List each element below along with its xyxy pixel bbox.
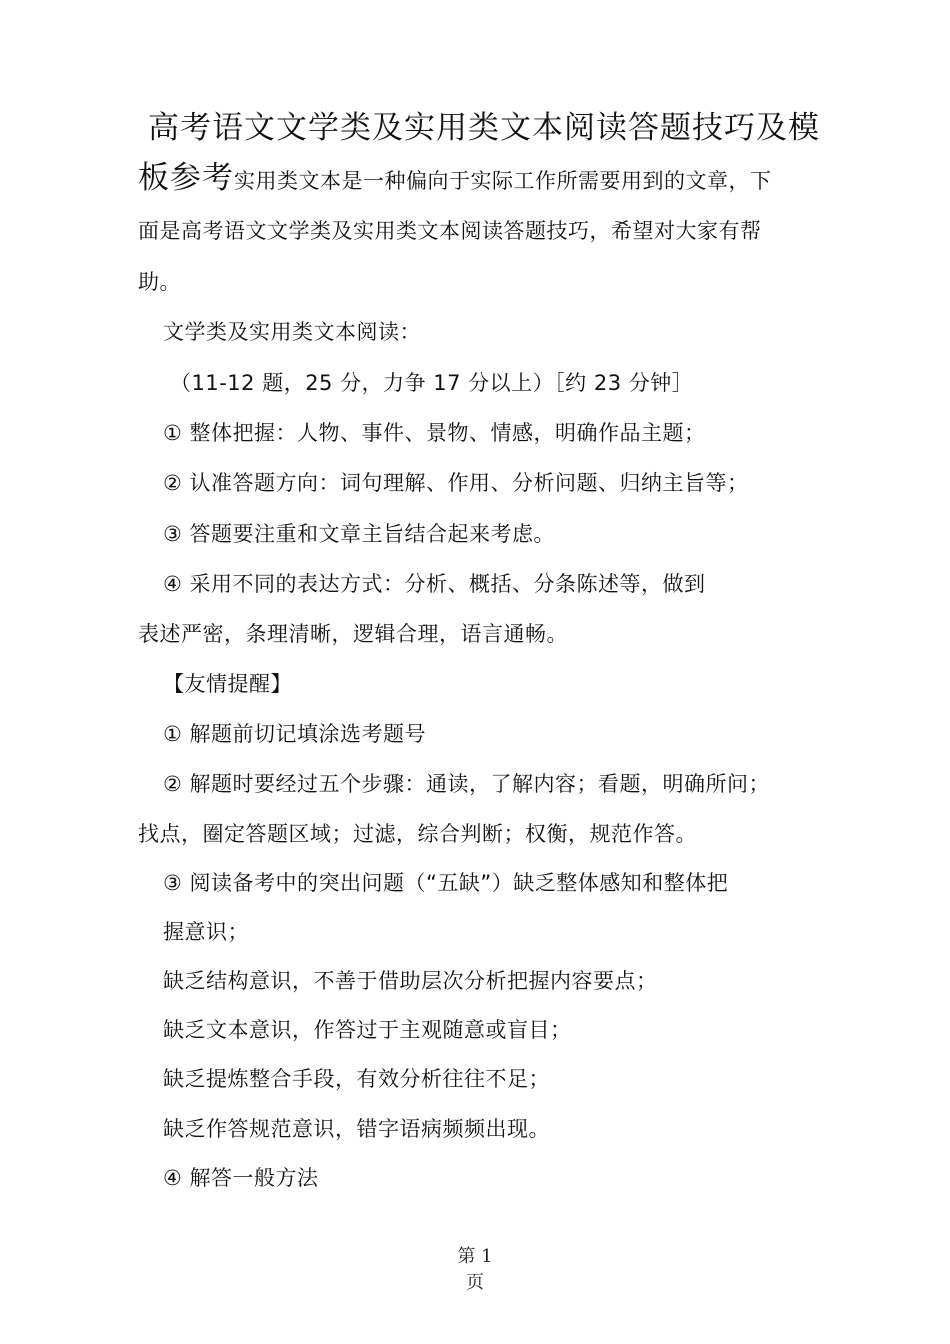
- lack-item: 缺乏提炼整合手段，有效分析往往不足；: [163, 1067, 550, 1091]
- tip-4: ④ 解答一般方法: [163, 1166, 319, 1190]
- lack-item: 缺乏文本意识，作答过于主观随意或盲目；: [163, 1018, 572, 1042]
- point-3: ③ 答题要注重和文章主旨结合起来考虑。: [163, 522, 555, 546]
- lack-item: 缺乏作答规范意识，错字语病频频出现。: [163, 1117, 550, 1141]
- point-4: ④ 采用不同的表达方式：分析、概括、分条陈述等，做到: [163, 572, 706, 596]
- section-scope: （11-12 题，25 分，力争 17 分以上）［约 23 分钟］: [170, 371, 694, 395]
- page-number-line1: 第 1: [457, 1246, 493, 1267]
- document-title-line2: 板参考: [138, 160, 234, 196]
- tip-2: ② 解题时要经过五个步骤：通读，了解内容；看题，明确所问；: [163, 772, 770, 796]
- section-heading: 文学类及实用类文本阅读：: [163, 320, 421, 344]
- tip-3-continuation: 握意识；: [163, 920, 249, 944]
- tip-3: ③ 阅读备考中的突出问题（“五缺”）缺乏整体感知和整体把: [163, 871, 729, 895]
- intro-line2: 面是高考语文文学类及实用类文本阅读答题技巧，希望对大家有帮: [138, 219, 762, 243]
- tip-heading: 【友情提醒】: [163, 672, 292, 696]
- lack-item: 缺乏结构意识，不善于借助层次分析把握内容要点；: [163, 969, 658, 993]
- tip-2-continuation: 找点，圈定答题区域；过滤，综合判断；权衡，规范作答。: [138, 822, 697, 846]
- document-title-line2-with-intro: [138, 158, 772, 201]
- page-number-line2: 页: [466, 1272, 484, 1293]
- tip-1: ① 解题前切记填涂选考题号: [163, 722, 427, 746]
- intro-line3: 助。: [138, 270, 181, 294]
- point-2: ② 认准答题方向：词句理解、作用、分析问题、归纳主旨等；: [163, 471, 749, 495]
- point-4-continuation: 表述严密，条理清晰，逻辑合理，语言通畅。: [138, 622, 568, 646]
- point-1: ① 整体把握：人物、事件、景物、情感，明确作品主题；: [163, 421, 706, 445]
- intro-line1: 实用类文本是一种偏向于实际工作所需要用到的文章，下: [234, 169, 772, 193]
- document-title-line1: 高考语文文学类及实用类文本阅读答题技巧及模: [148, 110, 820, 146]
